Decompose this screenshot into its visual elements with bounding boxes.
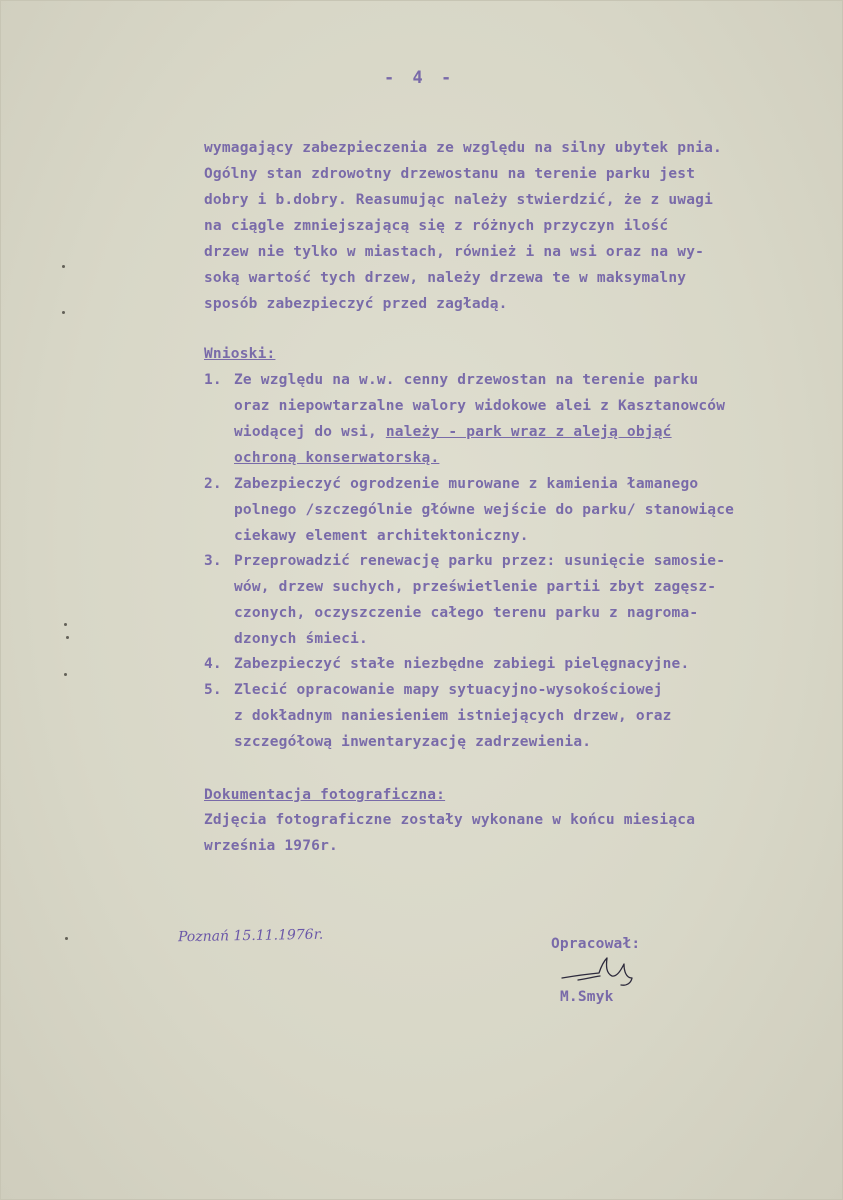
list-item-number: 2. xyxy=(204,476,222,492)
list-item-line: ciekawy element architektoniczny. xyxy=(234,528,529,544)
punch-mark xyxy=(64,623,67,626)
list-item-line xyxy=(234,425,672,440)
punch-mark xyxy=(65,937,68,940)
list-item xyxy=(204,477,824,557)
list-item-line: Ze względu na w.w. cenny drzewostan na terenie parku xyxy=(234,372,699,388)
punch-mark xyxy=(62,265,65,268)
documentation-line: września 1976r. xyxy=(204,838,338,854)
paragraph-line: wymagający zabezpieczenia ze względu na silny ubytek pnia. xyxy=(204,140,722,156)
list-item-line: Zabezpieczyć ogrodzenie murowane z kamienia łamanego xyxy=(234,476,699,492)
paragraph-line: Ogólny stan zdrowotny drzewostanu na terenie parku jest xyxy=(204,166,696,182)
list-item-number: 5. xyxy=(204,682,222,698)
list-item-line: polnego /szczególnie główne wejście do parku/ stanowiące xyxy=(234,502,735,518)
conclusions-heading: Wnioski: xyxy=(204,346,276,362)
paragraph-line: na ciągle zmniejszającą się z różnych przyczyn ilość xyxy=(204,218,669,234)
list-item-line: Przeprowadzić renewację parku przez: usunięcie samosie- xyxy=(234,553,726,569)
punch-mark xyxy=(64,673,67,676)
documentation-heading: Dokumentacja fotograficzna: xyxy=(204,787,446,803)
signature-icon xyxy=(560,953,640,987)
emphasis-text: należy - park wraz z aleją objąć xyxy=(385,424,672,440)
list-item-number: 1. xyxy=(204,372,222,388)
list-item-line: szczegółową inwentaryzację zadrzewienia. xyxy=(234,734,592,750)
list-item xyxy=(204,372,824,466)
paragraph-line: dobry i b.dobry. Reasumując należy stwierdzić, że z uwagi xyxy=(204,192,713,208)
list-item xyxy=(204,683,824,763)
paragraph-line: soką wartość tych drzew, należy drzewa te w maksymalny xyxy=(204,270,687,286)
emphasis-text: ochroną konserwatorską. xyxy=(234,450,440,466)
list-item-line: czonych, oczyszczenie całego terenu parku z nagroma- xyxy=(234,605,699,621)
list-item-number: 4. xyxy=(204,656,222,672)
author-name: M.Smyk xyxy=(560,989,614,1005)
page-number: - 4 - xyxy=(384,68,456,88)
place-date: Poznań 15.11.1976r. xyxy=(177,926,324,946)
paragraph-line: sposób zabezpieczyć przed zagładą. xyxy=(204,296,508,312)
list-item xyxy=(204,553,824,647)
prepared-by-label: Opracował: xyxy=(551,936,641,952)
punch-mark xyxy=(66,636,69,639)
list-item-line: wów, drzew suchych, prześwietlenie partii zbyt zagęsz- xyxy=(234,579,717,595)
list-item-line: z dokładnym naniesieniem istniejących drzew, oraz xyxy=(234,708,672,724)
documentation-line: Zdjęcia fotograficzne zostały wykonane w końcu miesiąca xyxy=(204,812,696,828)
list-item-line: oraz niepowtarzalne walory widokowe alei z Kasztanowców xyxy=(234,398,726,414)
list-item-number: 3. xyxy=(204,553,222,569)
list-item-line: dzonych śmieci. xyxy=(234,631,368,647)
punch-mark xyxy=(62,311,65,314)
list-item-line: Zlecić opracowanie mapy sytuacyjno-wysokościowej xyxy=(234,682,663,698)
paragraph-line: drzew nie tylko w miastach, również i na wsi oraz na wy- xyxy=(204,244,705,260)
list-item-line: Zabezpieczyć stałe niezbędne zabiegi pielęgnacyjne. xyxy=(234,656,690,672)
list-item-line-start: wiodącej do wsi, xyxy=(234,424,377,440)
